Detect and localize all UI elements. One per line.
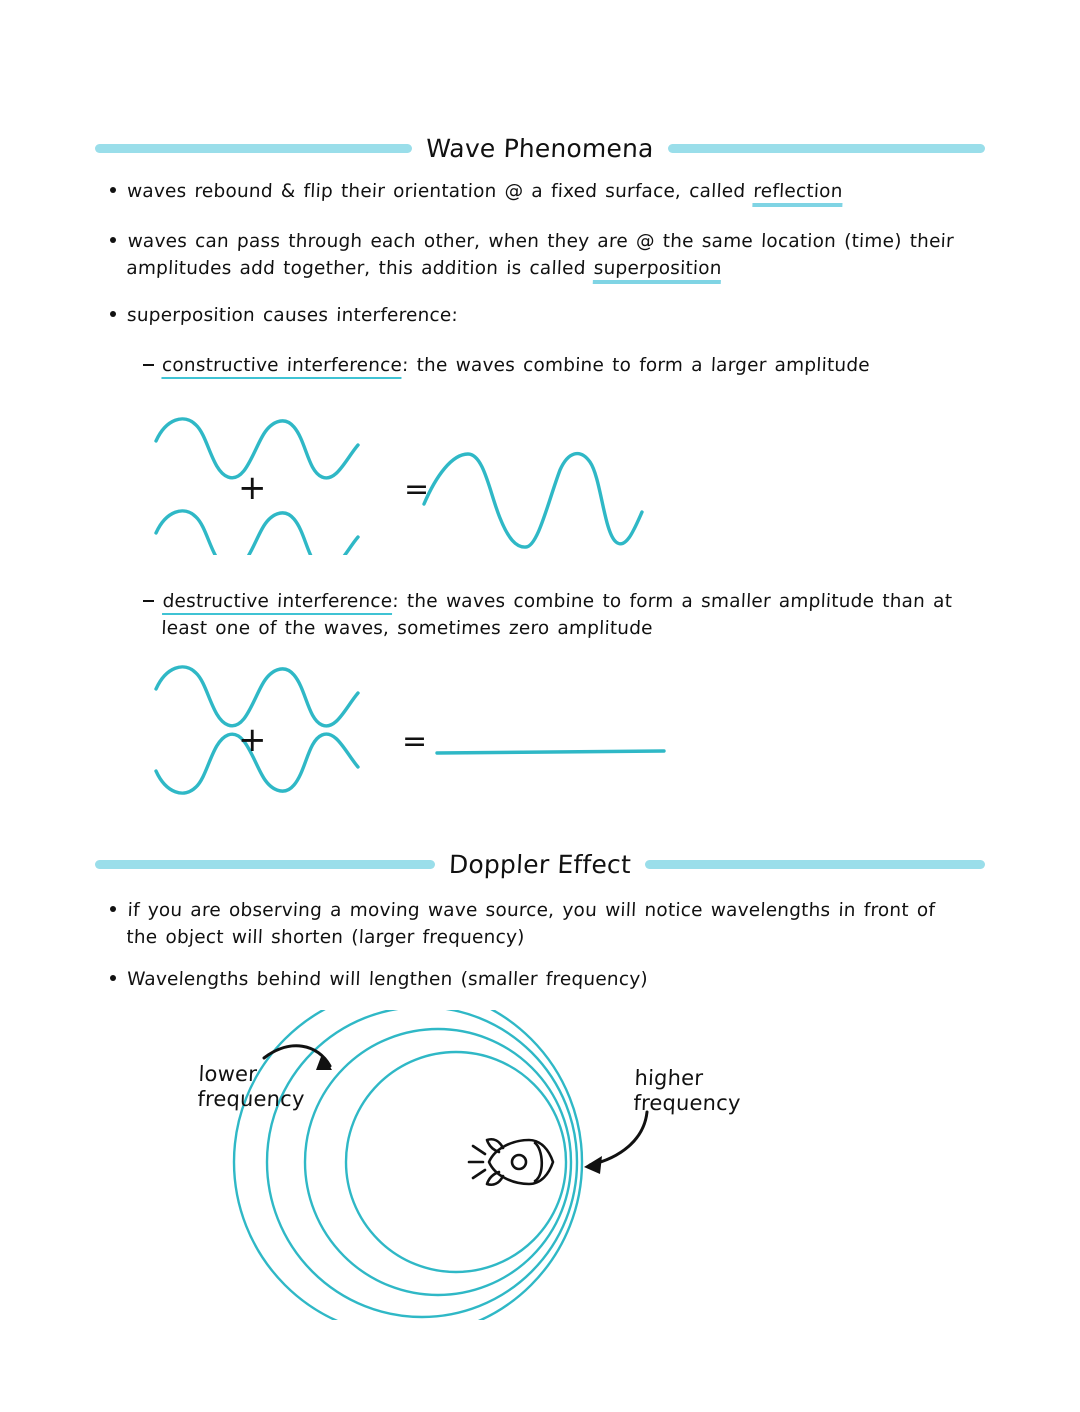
bullet-text: superposition causes interference: (126, 305, 459, 326)
wave-b-path (156, 511, 358, 555)
constructive-result-wave (418, 442, 648, 562)
destructive-result-flat-line (432, 738, 672, 768)
term-destructive-interference: destructive interference (162, 591, 393, 615)
annotation-lower-frequency-line1: lower (198, 1062, 258, 1086)
zero-amplitude-line (437, 751, 664, 753)
keyword-reflection: reflection (753, 181, 843, 207)
bullet-text: if you are observing a moving wave source, you will notice wavelengths in front of the object will shorten (larger frequency) (125, 900, 936, 948)
section-heading-doppler-effect (95, 850, 985, 879)
dash-marker-icon (143, 364, 154, 366)
bullet-dot-icon (110, 187, 116, 193)
page-title: Wave Phenomena (425, 134, 655, 163)
higher-frequency-arrow-icon (584, 1112, 647, 1174)
list-item (143, 352, 1003, 379)
bullet-dot-icon (110, 906, 116, 912)
annotation-higher-frequency-line2: frequency (632, 1091, 742, 1115)
dash-marker-icon (143, 600, 154, 602)
term-constructive-interference: constructive interference (161, 355, 402, 379)
wave-sum-path (424, 454, 642, 547)
definition-constructive-interference: : the waves combine to form a larger amplitude (401, 355, 871, 376)
annotation-lower-frequency-line2: frequency (196, 1087, 306, 1111)
wavefront-circle-3 (267, 1010, 577, 1317)
list-item (143, 588, 993, 642)
list-item (110, 178, 990, 205)
bullet-dot-icon (110, 311, 116, 317)
list-item (110, 966, 960, 993)
bullet-text (126, 228, 991, 282)
annotation-lower-frequency (197, 1062, 306, 1112)
equals-symbol-constructive: = (404, 472, 430, 507)
annotation-higher-frequency (633, 1066, 742, 1116)
wavefront-circle-inner (346, 1052, 566, 1272)
bullet-text: Wavelengths behind will lengthen (smaller frequency) (126, 969, 649, 990)
definition-destructive-interference: : the waves combine to form a smaller amplitude than at least one of the waves, sometimes zero amplitude (160, 591, 953, 639)
section-title-doppler: Doppler Effect (448, 850, 632, 879)
heading-rule-left (95, 860, 435, 869)
bullet-text-plain: waves rebound & flip their orientation @ a fixed surface, called (126, 181, 754, 202)
plus-symbol-constructive: + (238, 468, 267, 508)
bullet-text (126, 178, 843, 205)
heading-rule-right (668, 144, 985, 153)
equals-symbol-destructive: = (402, 724, 428, 759)
wave-a-path (156, 667, 358, 726)
heading-rule-left (95, 144, 412, 153)
plus-symbol-destructive: + (238, 720, 267, 760)
list-item (110, 228, 990, 282)
bullet-dot-icon (110, 237, 116, 243)
keyword-superposition: superposition (593, 258, 722, 284)
list-item (110, 302, 990, 329)
bullet-text-plain: waves can pass through each other, when they are @ the same location (time) their amplitudes add together, this addition is called (125, 231, 955, 279)
rocket-icon (469, 1139, 553, 1184)
section-heading-wave-phenomena (95, 134, 985, 163)
bullet-text (161, 588, 994, 642)
doppler-effect-diagram (160, 1010, 760, 1320)
annotation-higher-frequency-line1: higher (634, 1066, 704, 1090)
heading-rule-right (645, 860, 985, 869)
bullet-text (161, 352, 870, 379)
list-item (110, 897, 960, 951)
bullet-dot-icon (110, 975, 116, 981)
